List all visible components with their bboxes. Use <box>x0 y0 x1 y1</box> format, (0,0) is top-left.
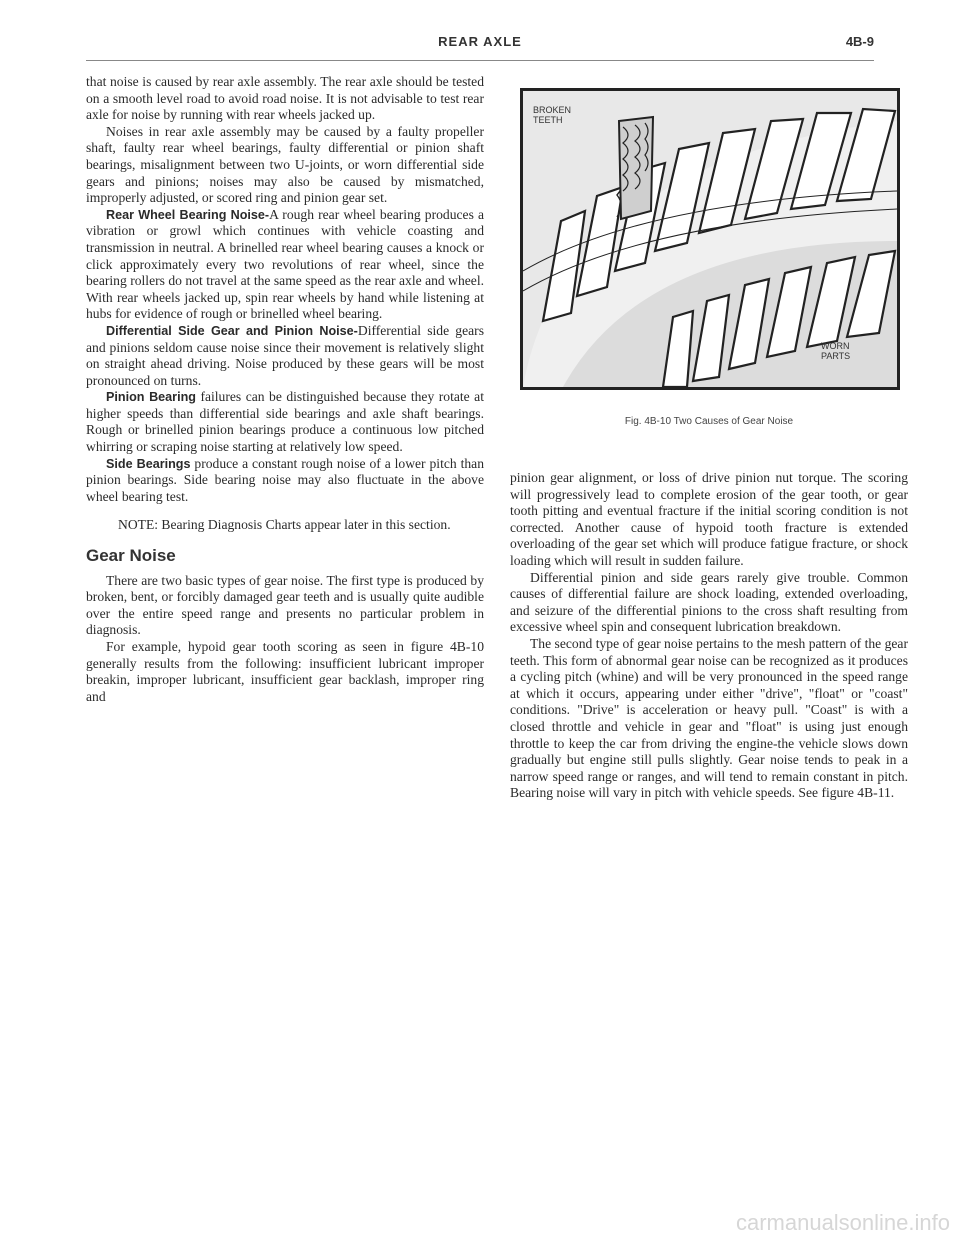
label-broken-teeth <box>533 105 571 125</box>
paragraph: There are two basic types of gear noise. The first type is produced by broken, bent, or forcibly damaged gear teeth and is usually quite audible over the entire speed range and presents no particular problem in diagnosis. <box>86 572 484 638</box>
left-column <box>86 74 484 705</box>
paragraph-pinion-bearing <box>86 389 484 455</box>
paragraph: For example, hypoid gear tooth scoring as seen in figure 4B-10 generally results from the following: insufficient lubricant improper breakin, improper lubricant, insufficient gear backlash, improper ring and <box>86 639 484 704</box>
figure-caption: Fig. 4B-10 Two Causes of Gear Noise <box>624 416 794 427</box>
section-title: REAR AXLE <box>438 34 522 49</box>
paragraph: Differential pinion and side gears rarely give trouble. Common causes of differential failure are shock loading, extended overloading, and seizure of the differential pinions to the cross shaft resulting from excessive wheel spin and consequent lubrication breakdown. <box>510 569 908 635</box>
paragraph: Noises in rear axle assembly may be caused by a faulty propeller shaft, faulty rear wheel bearings, faulty differential or pinion shaft bearings, misalignment between two U-joints, or worn differential side gears and pinions; noises may also be caused by mismatched, improperly adjusted, or scored ring and pinion gear set. <box>86 123 484 206</box>
paragraph-rear-wheel-bearing <box>86 207 484 323</box>
run-in-heading: Pinion Bearing <box>106 390 196 405</box>
paragraph: The second type of gear noise pertains to the mesh pattern of the gear teeth. This form of abnormal gear noise can be recognized as it produces a cycling pitch (whine) and will be very pronounced in the speed range at which it occurs, appearing under either "drive", "float" or "coast" conditions. "Drive" is acceleration or heavy pull. "Coast" is with a closed throttle and vehicle in gear and "float" is using just enough throttle to keep the car from driving the engine-the vehicle slows down gradually but engine still pulls slightly. Gear noise tends to peak in a narrow speed range or ranges, and will tend to remain constant in pitch. Bearing noise will vary in pitch with vehicle speeds. See figure 4B-11. <box>510 635 908 801</box>
paragraph-body: produce a constant rough noise of a lower pitch than pinion bearings. Side bearing noise may also fluctuate in the above wheel bearing test. <box>86 455 484 504</box>
label-line: TEETH <box>533 115 563 125</box>
label-line: BROKEN <box>533 105 572 115</box>
paragraph-body: A rough rear wheel bearing produces a vibration or growl which continues with vehicle coasting and transmission in neutral. A brinelled rear wheel bearing causes a knock or click approximately every two revolutions of rear wheel, since the bearing rollers do not travel at the same speed as the rear axle and wheel. With rear wheels jacked up, spin rear wheels by hand while listening at hubs for evidence of rough or brinelled wheel bearing. <box>86 206 484 322</box>
paragraph-body: Differential side gears and pinions seldom cause noise since their movement is relatively slight on straight ahead driving. Noise produced by these gears will be most pronounced on turns. <box>86 322 484 388</box>
paragraph: that noise is caused by rear axle assembly. The rear axle should be tested on a smooth level road to avoid road noise. It is not advisable to test rear axle for noise by running with rear wheels jacked up. <box>86 74 484 123</box>
page-header <box>86 34 874 54</box>
gear-figure <box>520 88 900 390</box>
watermark: carmanualsonline.info <box>735 1210 950 1235</box>
header-rule <box>86 60 874 61</box>
page-number: 4B-9 <box>845 34 874 49</box>
run-in-heading: Differential Side Gear and Pinion Noise- <box>106 323 358 338</box>
note: NOTE: Bearing Diagnosis Charts appear later in this section. <box>118 517 451 533</box>
paragraph: pinion gear alignment, or loss of drive pinion nut torque. The scoring will progressively lead to complete erosion of the gear tooth, or gear tooth pitting and eventual fracture if the initial scoring condition is not corrected. Another cause of hypoid tooth fracture is extended overloading of the gear set which will produce fatigue fracture, or shock loading which will result in sudden failure. <box>510 470 908 568</box>
label-line: PARTS <box>821 351 851 361</box>
right-column <box>510 470 908 802</box>
label-line: WORN <box>821 341 850 351</box>
paragraph-differential-gear <box>86 323 484 389</box>
paragraph-body: failures can be distinguished because they rotate at higher speeds than differential side bearings and axle shaft bearings. Rough or brinelled pinion bearings produce a continuous low pitched whirring or scraping noise starting at relatively low speed. <box>86 389 484 455</box>
run-in-heading: Side Bearings <box>106 456 191 471</box>
label-worn-parts <box>821 341 850 361</box>
run-in-heading: Rear Wheel Bearing Noise- <box>106 207 270 222</box>
section-heading: Gear Noise <box>86 546 176 566</box>
paragraph-side-bearings <box>86 456 484 506</box>
